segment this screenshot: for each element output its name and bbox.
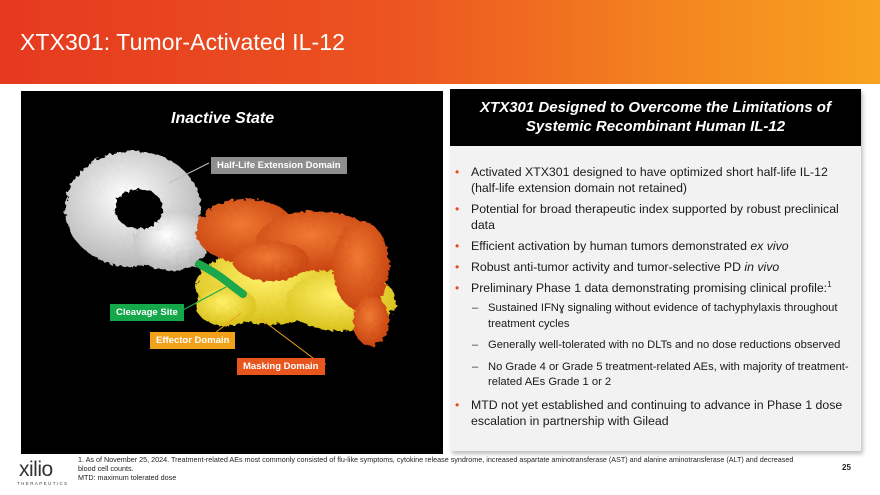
bullet-item: • Robust anti-tumor activity and tumor-selective PD in vivo bbox=[455, 260, 780, 274]
page-number: 25 bbox=[842, 463, 851, 472]
bullet-item: • Preliminary Phase 1 data demonstrating promising clinical profile:$^1$ bbox=[455, 279, 832, 295]
sub-bullet-item: – No Grade 4 or Grade 5 treatment-related AEs, with majority of treatment-related AEs Grade 1 or 2 bbox=[472, 360, 849, 388]
half-life-domain-shape bbox=[65, 151, 209, 271]
bullet-item: • Efficient activation by human tumors demonstrated ex vivo bbox=[455, 239, 789, 253]
slide-title: XTX301: Tumor-Activated IL-12 bbox=[20, 29, 346, 55]
sub-bullet-item: – Generally well-tolerated with no DLTs and no dose reductions observed bbox=[472, 339, 841, 351]
bullet-list bbox=[454, 164, 854, 434]
panel-heading-line2: Systemic Recombinant Human IL-12 bbox=[525, 118, 786, 135]
xilio-logo: xilio THERAPEUTICS bbox=[17, 458, 69, 486]
sub-bullet-item: – Sustained IFNɣ signaling without evidence of tachyphylaxis throughout treatment cycles bbox=[472, 302, 838, 330]
protein-structure-illustration bbox=[21, 91, 443, 454]
bullet-item: • MTD not yet established and continuing to advance in Phase 1 dose escalation in partnership with Gilead bbox=[455, 397, 843, 428]
half-life-domain-label: Half-Life Extension Domain bbox=[211, 157, 347, 174]
footnotes bbox=[78, 455, 798, 483]
footnote-abbreviation: MTD: maximum tolerated dose bbox=[78, 473, 177, 483]
effector-domain-label: Effector Domain bbox=[150, 332, 235, 349]
footnote-1: 1. As of November 25, 2024. Treatment-related AEs most commonly consisted of flu-like symptoms, cytokine release syndrome, increased aspartate aminotransferase (AST) and alanine aminotransferase (ALT) and decreased blood cell counts. bbox=[78, 455, 794, 474]
key-points-panel bbox=[450, 89, 861, 451]
title-banner bbox=[0, 0, 880, 84]
inactive-state-label: Inactive State bbox=[171, 110, 275, 127]
cleavage-site-label: Cleavage Site bbox=[110, 304, 184, 321]
bullet-item: • Activated XTX301 designed to have optimized short half-life IL-12 (half-life extension domain not retained) bbox=[455, 165, 828, 195]
protein-figure-panel bbox=[21, 91, 443, 454]
panel-heading-line1: XTX301 Designed to Overcome the Limitations of bbox=[480, 99, 831, 116]
panel-heading bbox=[450, 89, 861, 146]
masking-domain-label: Masking Domain bbox=[237, 358, 325, 375]
bullet-item: • Potential for broad therapeutic index supported by robust preclinical data bbox=[455, 202, 839, 232]
